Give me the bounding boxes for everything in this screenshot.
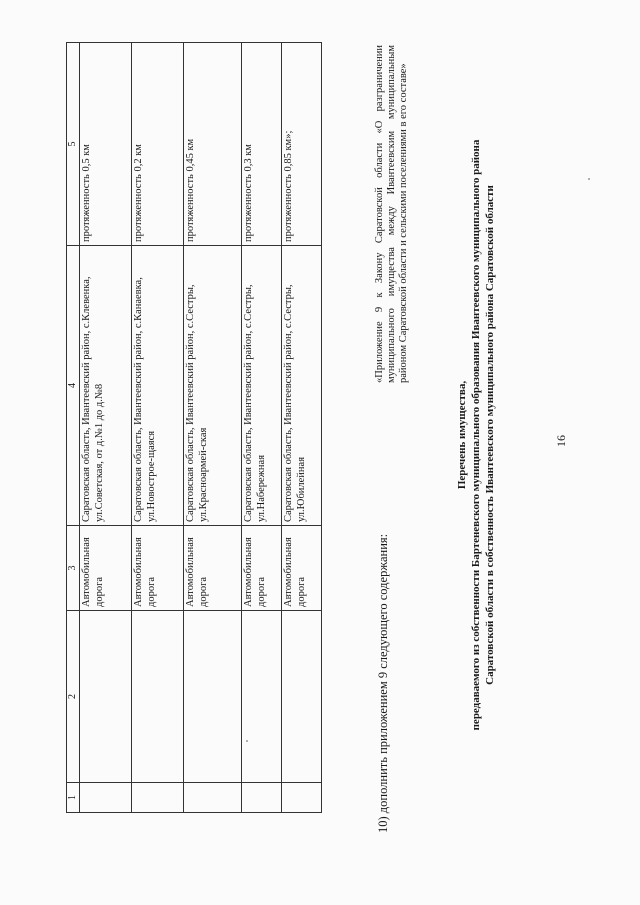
table-cell-type: Автомобильная дорога xyxy=(282,526,322,611)
table-cell-length: протяженность 0,2 км xyxy=(132,43,184,246)
table-cell-number xyxy=(242,783,282,813)
table-row xyxy=(242,43,282,813)
table-cell-number xyxy=(184,783,242,813)
column-header: 2 xyxy=(67,611,80,783)
column-header: 3 xyxy=(67,526,80,611)
title-line: передаваемого из собственности Бартеневского муниципального образования Ивантеевского муниципального района xyxy=(469,139,482,731)
table-cell-address: Саратовская область, Ивантеевский район, с.Сестры, ул.Красноармей-ская xyxy=(184,246,242,526)
table-cell-type: Автомобильная дорога xyxy=(80,526,132,611)
title-line: Перечень имущества, xyxy=(456,380,468,490)
table-row xyxy=(132,43,184,813)
table-header-row xyxy=(67,43,80,813)
table-row xyxy=(80,43,132,813)
scan-speck xyxy=(246,740,248,742)
table-cell-length: протяженность 0,45 км xyxy=(184,43,242,246)
property-table xyxy=(66,42,322,813)
column-header: 4 xyxy=(67,246,80,526)
table-cell-number xyxy=(132,783,184,813)
table-cell-address: Саратовская область, Ивантеевский район, с.Клевенка, ул.Советская, от д.№1 до д.№8 xyxy=(80,246,132,526)
list-title xyxy=(456,25,497,845)
column-header: 5 xyxy=(67,43,80,246)
amendment-intro: 10) дополнить приложением 9 следующего содержания: xyxy=(376,533,390,833)
appendix-note: «Приложение 9 к Закону Саратовской области «О разграничении муниципального имущества между Ивантеевским муниципальным районом Саратовской области и сельскими поселениями в его составе» xyxy=(374,45,410,383)
table-cell-type: Автомобильная дорога xyxy=(242,526,282,611)
table-cell-name xyxy=(80,611,132,783)
table-row xyxy=(282,43,322,813)
scan-speck xyxy=(588,178,590,180)
table-row xyxy=(184,43,242,813)
title-line: Саратовской области в собственность Ивантеевского муниципального района Саратовской области xyxy=(483,185,496,685)
table-cell-length: протяженность 0,5 км xyxy=(80,43,132,246)
table-cell-type: Автомобильная дорога xyxy=(132,526,184,611)
table-cell-type: Автомобильная дорога xyxy=(184,526,242,611)
table-cell-number xyxy=(282,783,322,813)
table-cell-address: Саратовская область, Ивантеевский район, с.Канаевка, ул.Новострое-щаяся xyxy=(132,246,184,526)
table-cell-name xyxy=(132,611,184,783)
table-cell-address: Саратовская область, Ивантеевский район, с.Сестры, ул.Юбилейная xyxy=(282,246,322,526)
table-cell-address: Саратовская область, Ивантеевский район, с.Сестры, ул.Набережная xyxy=(242,246,282,526)
page-number: 16 xyxy=(554,435,568,447)
table-cell-length: протяженность 0,3 км xyxy=(242,43,282,246)
column-header: 1 xyxy=(67,783,80,813)
rotated-content xyxy=(58,25,618,845)
table-cell-number xyxy=(80,783,132,813)
table-cell-length: протяженность 0,85 км»; xyxy=(282,43,322,246)
table-cell-name xyxy=(184,611,242,783)
table-cell-name xyxy=(282,611,322,783)
table-cell-name xyxy=(242,611,282,783)
